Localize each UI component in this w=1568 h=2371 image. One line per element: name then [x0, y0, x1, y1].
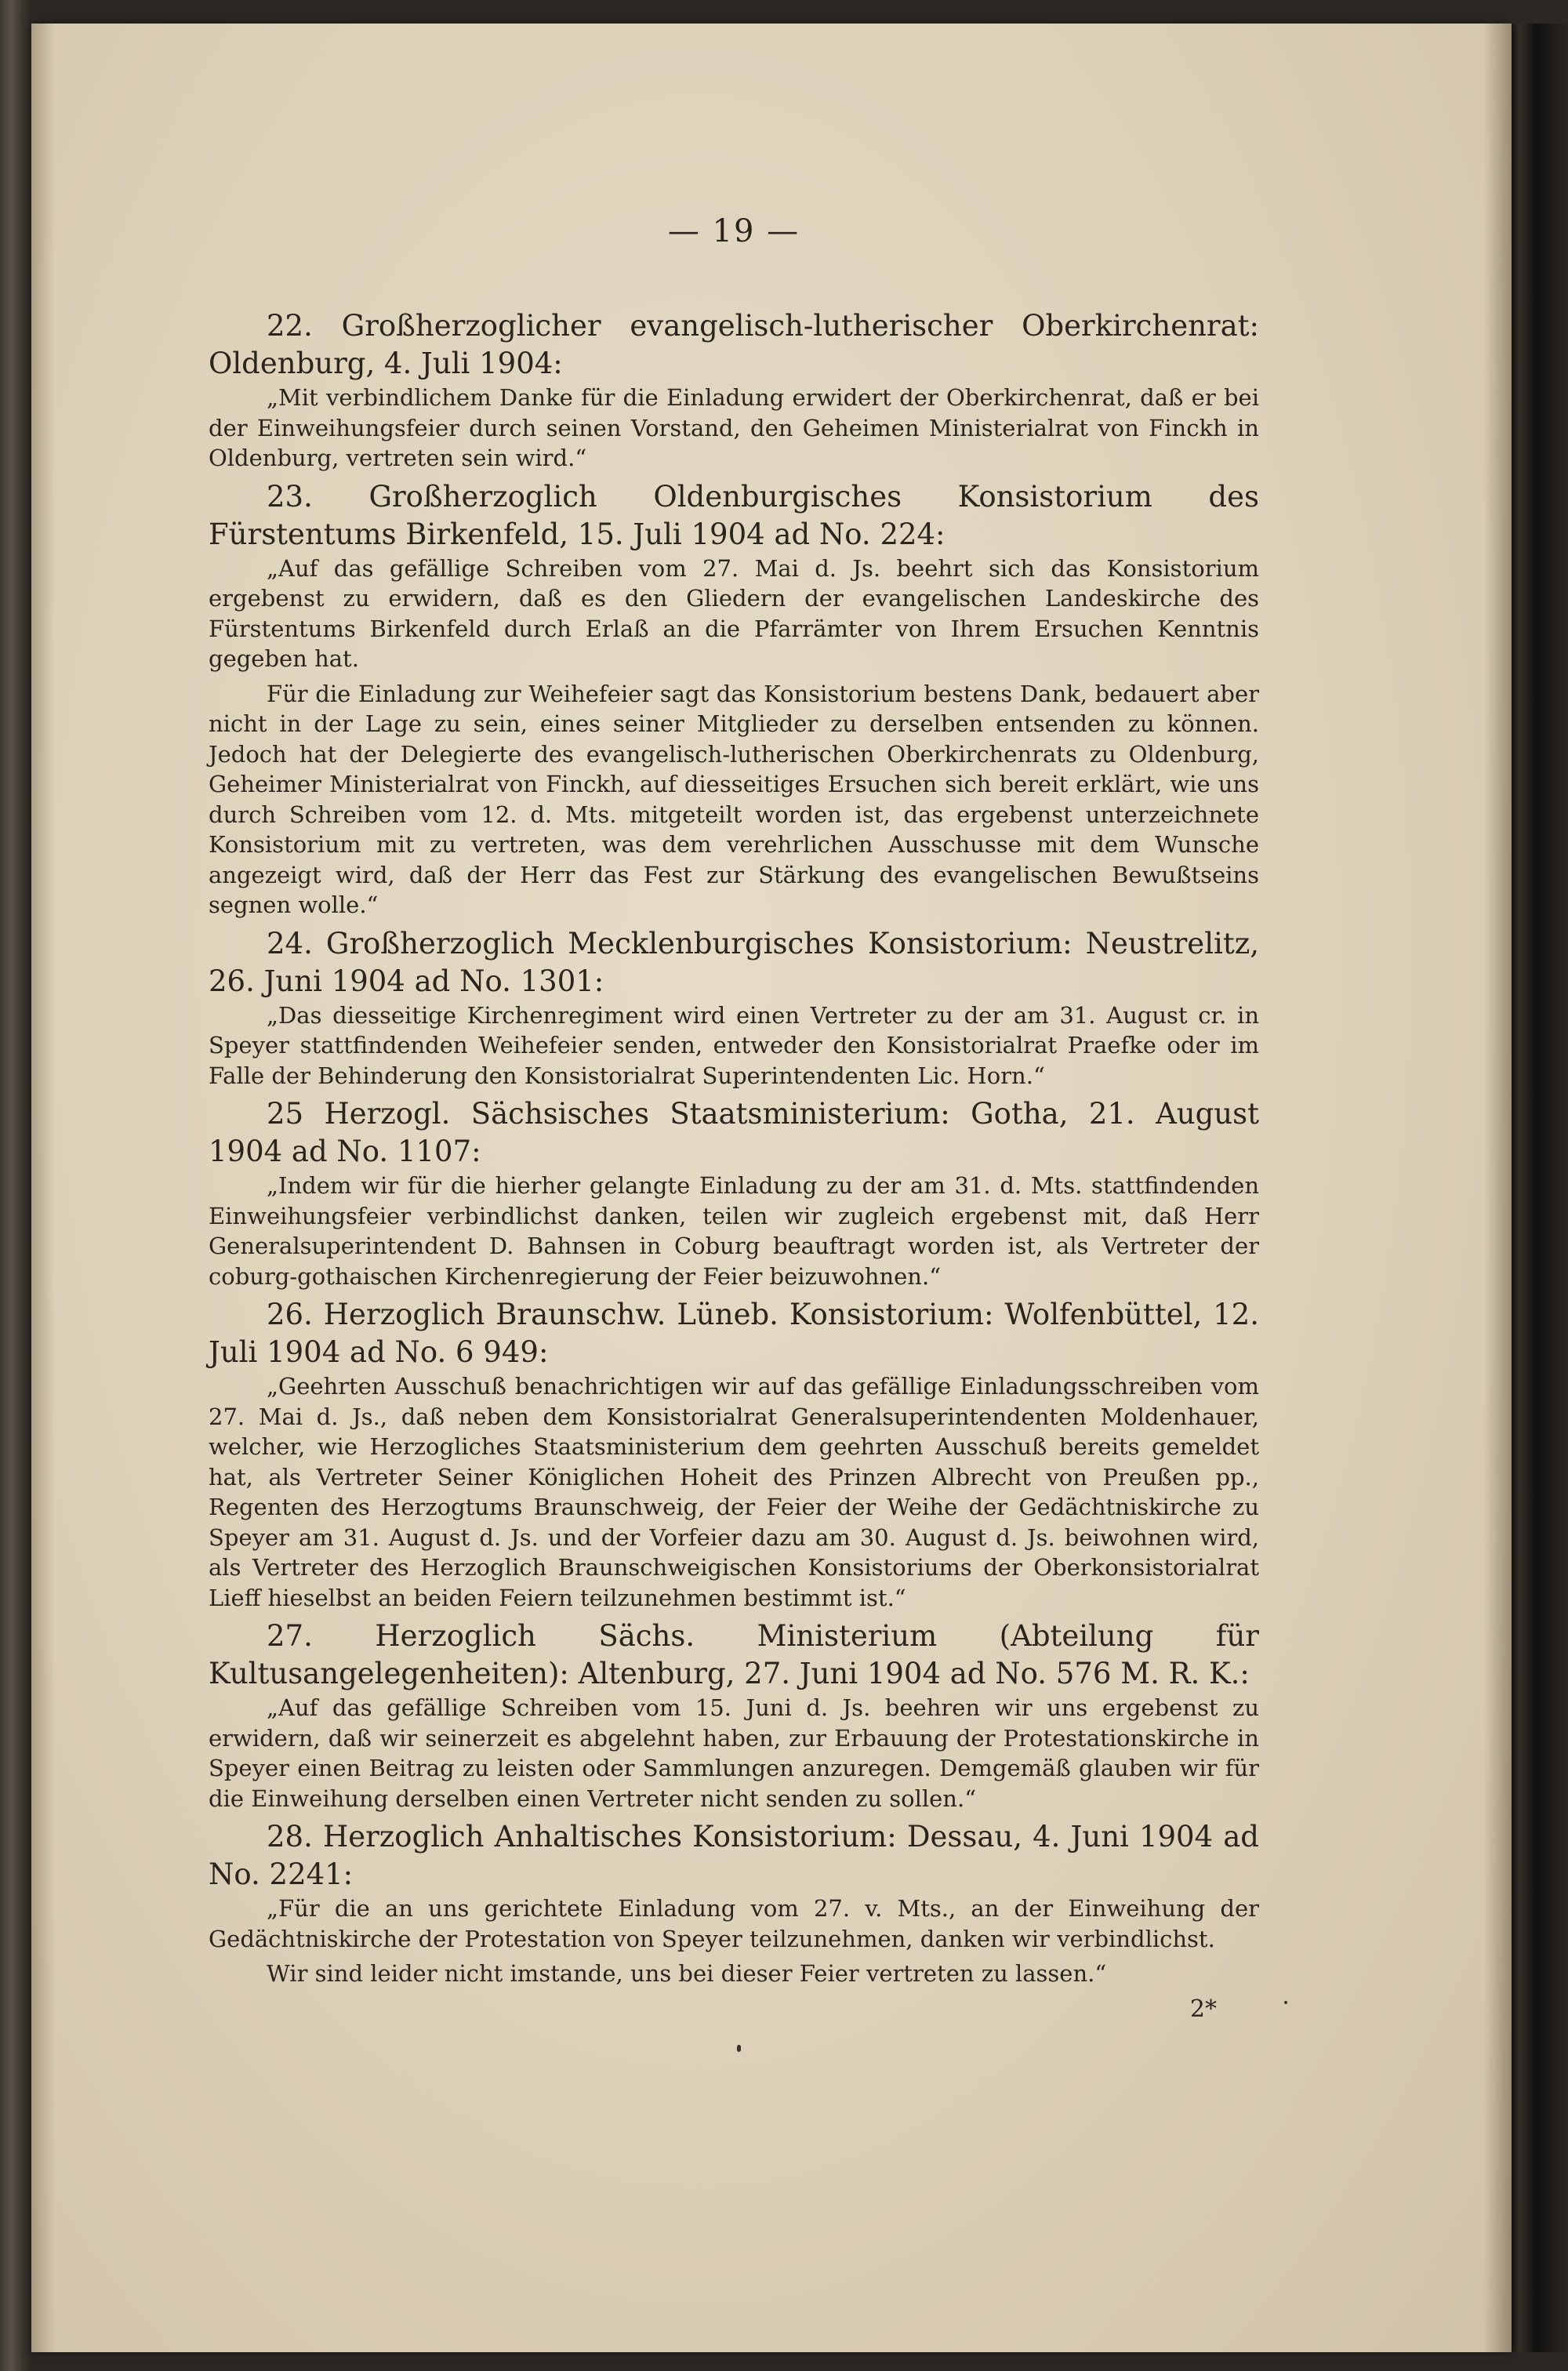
page-content — [209, 212, 1259, 2025]
entry-heading: 24. Großherzoglich Mecklenburgisches Konsistorium: Neustrelitz, 26. Juni 1904 ad No. 1301: — [209, 926, 1259, 998]
entry-26 — [209, 1296, 1259, 1613]
entry-quote: „Mit verbindlichem Danke für die Einladung erwidert der Oberkirchenrat, daß er bei der Einweihungsfeier durch seinen Vorstand, den Geheimen Ministerialrat von Finckh in Oldenburg, vertreten sein wird.“ — [209, 384, 1259, 471]
entry-quote: „Das diesseitige Kirchenregiment wird einen Vertreter zu der am 31. August cr. in Speyer stattfindenden Weihefeier senden, entweder den Konsistorialrat Praefke oder im Falle der Behinderung den Konsistorialrat Superintendenten Lic. Horn.“ — [209, 1001, 1259, 1089]
entry-24 — [209, 925, 1259, 1091]
entry-25 — [209, 1095, 1259, 1291]
entry-heading: 23. Großherzoglich Oldenburgisches Konsistorium des Fürstentums Birkenfeld, 15. Juli 1904 ad No. 224: — [209, 479, 1259, 551]
entry-heading: 25 Herzogl. Sächsisches Staatsministerium: Gotha, 21. August 1904 ad No. 1107: — [209, 1097, 1259, 1168]
entry-quote: „Geehrten Ausschuß benachrichtigen wir auf das gefällige Einladungsschreiben vom 27. Mai d. Js., daß neben dem Konsistorialrat Generalsuperintendenten Moldenhauer, welcher, wie Herzogliches Staatsministerium dem geehrten Ausschuß bereits gemeldet hat, als Vertreter Seiner Königlichen Hoheit des Prinzen Albrecht von Preußen pp., Regenten des Herzogtums Braunschweig, der Feier der Weihe der Gedächtniskirche zu Speyer am 31. August d. Js. und der Vorfeier dazu am 30. August d. Js. beiwohnen wird, als Vertreter des Herzoglich Braunschweigischen Konsistoriums der Oberkonsistorialrat Lieff hieselbst an beiden Feiern teilzunehmen bestimmt ist.“ — [209, 1373, 1259, 1611]
entry-heading: 28. Herzoglich Anhaltisches Konsistorium: Dessau, 4. Juni 1904 ad No. 2241: — [209, 1820, 1259, 1891]
entry-27 — [209, 1618, 1259, 1814]
entry-heading: 26. Herzoglich Braunschw. Lüneb. Konsistorium: Wolfenbüttel, 12. Juli 1904 ad No. 6 949: — [209, 1298, 1259, 1369]
entry-heading: 22. Großherzoglicher evangelisch-lutherischer Oberkirchenrat: Oldenburg, 4. Juli 1904: — [209, 309, 1259, 380]
page-number: — 19 — — [667, 213, 800, 249]
entry-quote: „Für die an uns gerichtete Einladung vom 27. v. Mts., an der Einweihung der Gedächtniskirche der Protestation von Speyer teilzunehmen, danken wir verbindlichst. — [209, 1895, 1259, 1952]
ink-speck — [1284, 2001, 1287, 2004]
signature-mark: 2* — [1189, 1995, 1217, 2023]
entry-paragraph: Für die Einladung zur Weihefeier sagt das Konsistorium bestens Dank, bedauert aber nicht in der Lage zu sein, eines seiner Mitglieder zu derselben entsenden zu können. Jedoch hat der Delegierte des evangelisch-lutherischen Oberkirchenrats zu Oldenburg, Geheimer Ministerialrat von Finckh, auf diesseitiges Ersuchen sich bereit erklärt, wie uns durch Schreiben vom 12. d. Mts. mitgeteilt worden ist, das ergebenst unterzeichnete Konsistorium mit zu vertreten, was dem verehrlichen Ausschusse mit dem Wunsche angezeigt wird, daß der Herr das Fest zur Stärkung des evangelischen Bewußtseins segnen wolle.“ — [209, 680, 1259, 918]
entry-heading: 27. Herzoglich Sächs. Ministerium (Abteilung für Kultusangelegenheiten): Altenburg, 27. Juni 1904 ad No. 576 M. R. K.: — [209, 1619, 1259, 1690]
page-edge-shade — [1483, 24, 1512, 2352]
entry-quote: „Auf das gefällige Schreiben vom 15. Juni d. Js. beehren wir uns ergebenst zu erwidern, daß wir seinerzeit es abgelehnt haben, zur Erbauung der Protestationskirche in Speyer einen Beitrag zu leisten oder Sammlungen anzuregen. Demgemäß glauben wir für die Einweihung derselben einen Vertreter nicht senden zu sollen.“ — [209, 1694, 1259, 1812]
entry-quote: „Auf das gefällige Schreiben vom 27. Mai d. Js. beehrt sich das Konsistorium ergebenst zu erwidern, daß es den Gliedern der evangelischen Landeskirche des Fürstentums Birkenfeld durch Erlaß an die Pfarrämter von Ihrem Ersuchen Kenntnis gegeben hat. — [209, 554, 1259, 672]
entry-quote: „Indem wir für die hierher gelangte Einladung zu der am 31. d. Mts. stattfindenden Einweihungsfeier verbindlichst danken, teilen wir zugleich ergebenst mit, daß Herr Generalsuperintendent D. Bahnsen in Coburg beauftragt worden ist, als Vertreter der coburg-gothaischen Kirchenregierung der Feier beizuwohnen.“ — [209, 1172, 1259, 1290]
page-gutter-shade — [31, 24, 55, 2352]
entry-23 — [209, 478, 1259, 920]
book-spine-edge — [1512, 24, 1568, 2352]
entry-28 — [209, 1818, 1259, 1989]
ink-speck — [737, 2045, 741, 2052]
entry-paragraph: Wir sind leider nicht imstande, uns bei dieser Feier vertreten zu lassen.“ — [267, 1960, 1107, 1987]
entry-22 — [209, 307, 1259, 474]
